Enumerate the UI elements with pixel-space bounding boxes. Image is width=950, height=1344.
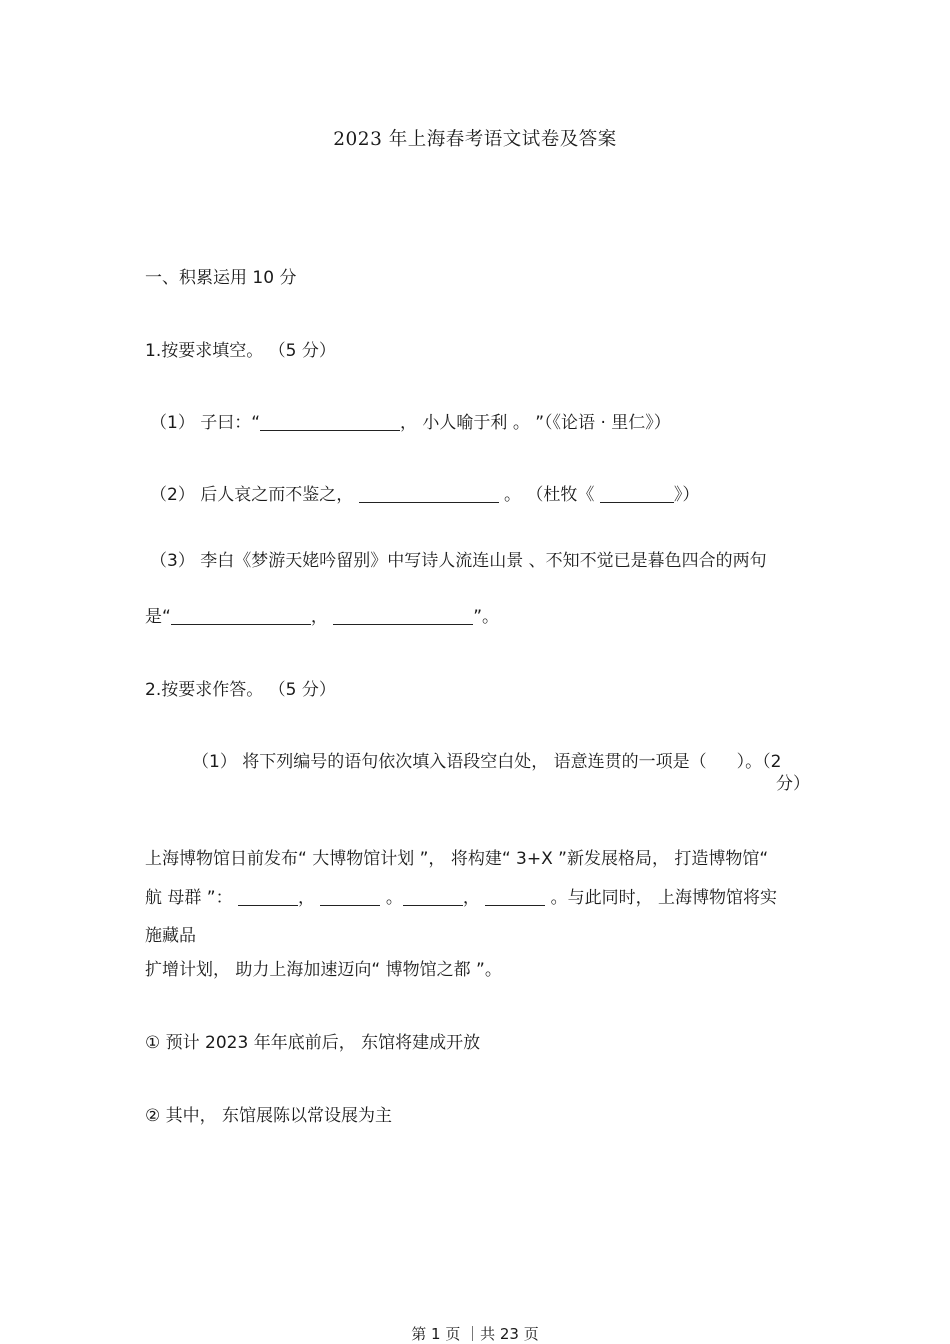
answer-blank[interactable] [359,484,499,503]
part-2-trail-text: 》） [673,485,700,505]
passage-separator: ， [298,888,321,908]
question-2-prompt: 2.按要求作答。 （5 分） [145,680,336,700]
answer-blank[interactable] [320,887,380,906]
question-1-part-3-line: （3） 李白《梦游天姥吟留别》中写诗人流连山景 、不知不觉已是暮色四合的两句 [150,551,767,571]
section-heading: 一、积累运用 10 分 [145,268,297,288]
option-2: ② 其中， 东馆展陈以常设展为主 [145,1106,393,1126]
answer-blank[interactable] [171,606,311,625]
answer-blank[interactable] [403,887,463,906]
question-1-part-2 [150,483,699,507]
question-1-prompt: 1.按要求填空。 （5 分） [145,341,336,361]
part-3-mid-text: ， [310,607,334,627]
page-title: 2023 年上海春考语文试卷及答案 [333,129,617,150]
passage-line-2 [145,886,777,910]
part-2-mid-text: 。 （杜牧《 [498,485,600,505]
sub-1-text: （1） 将下列编号的语句依次填入语段空白处， 语意连贯的一项是（ [192,752,707,772]
answer-blank[interactable] [333,606,473,625]
footer-mid: 页 ｜共 [440,1325,500,1343]
question-2-sub-1-score: 分） [776,774,810,794]
passage-separator: 。 [380,888,403,908]
passage-trail-text: 。与此同时， 上海博物馆将实 [545,888,778,908]
passage-separator: ， [462,888,486,908]
footer-suffix: 页 [518,1325,539,1343]
page-footer [0,1324,950,1344]
answer-blank[interactable] [600,484,674,503]
part-1-lead-text: （1） 子曰：“ [150,413,261,433]
passage-lead-text: 航 母群 ”： [145,888,239,908]
question-1-part-3-answer-line [145,605,499,629]
footer-total-pages: 23 [499,1325,519,1343]
passage-line-4: 扩增计划， 助力上海加速迈向“ 博物馆之都 ”。 [145,960,502,980]
footer-page-number: 1 [431,1325,441,1343]
sub-1-close-text: ）。（2 [736,752,782,772]
answer-blank[interactable] [485,887,545,906]
part-2-lead-text: （2） 后人哀之而不鉴之， [150,485,359,505]
option-1: ① 预计 2023 年年底前后， 东馆将建成开放 [145,1033,481,1053]
question-2-sub-1 [192,750,781,774]
answer-blank[interactable] [238,887,298,906]
footer-prefix: 第 [411,1325,432,1343]
passage-line-3: 施藏品 [145,926,196,946]
part-3-lead-text: 是“ [145,607,171,627]
passage-line-1: 上海博物馆日前发布“ 大博物馆计划 ”， 将构建“ 3+X ”新发展格局， 打造博物馆“ [145,849,769,869]
part-1-trail-text: ， 小人喻于利 。 ”（《论语 · 里仁》） [400,413,671,433]
answer-blank[interactable] [260,412,400,431]
question-1-part-1 [150,411,671,435]
part-3-trail-text: ”。 [473,607,500,627]
